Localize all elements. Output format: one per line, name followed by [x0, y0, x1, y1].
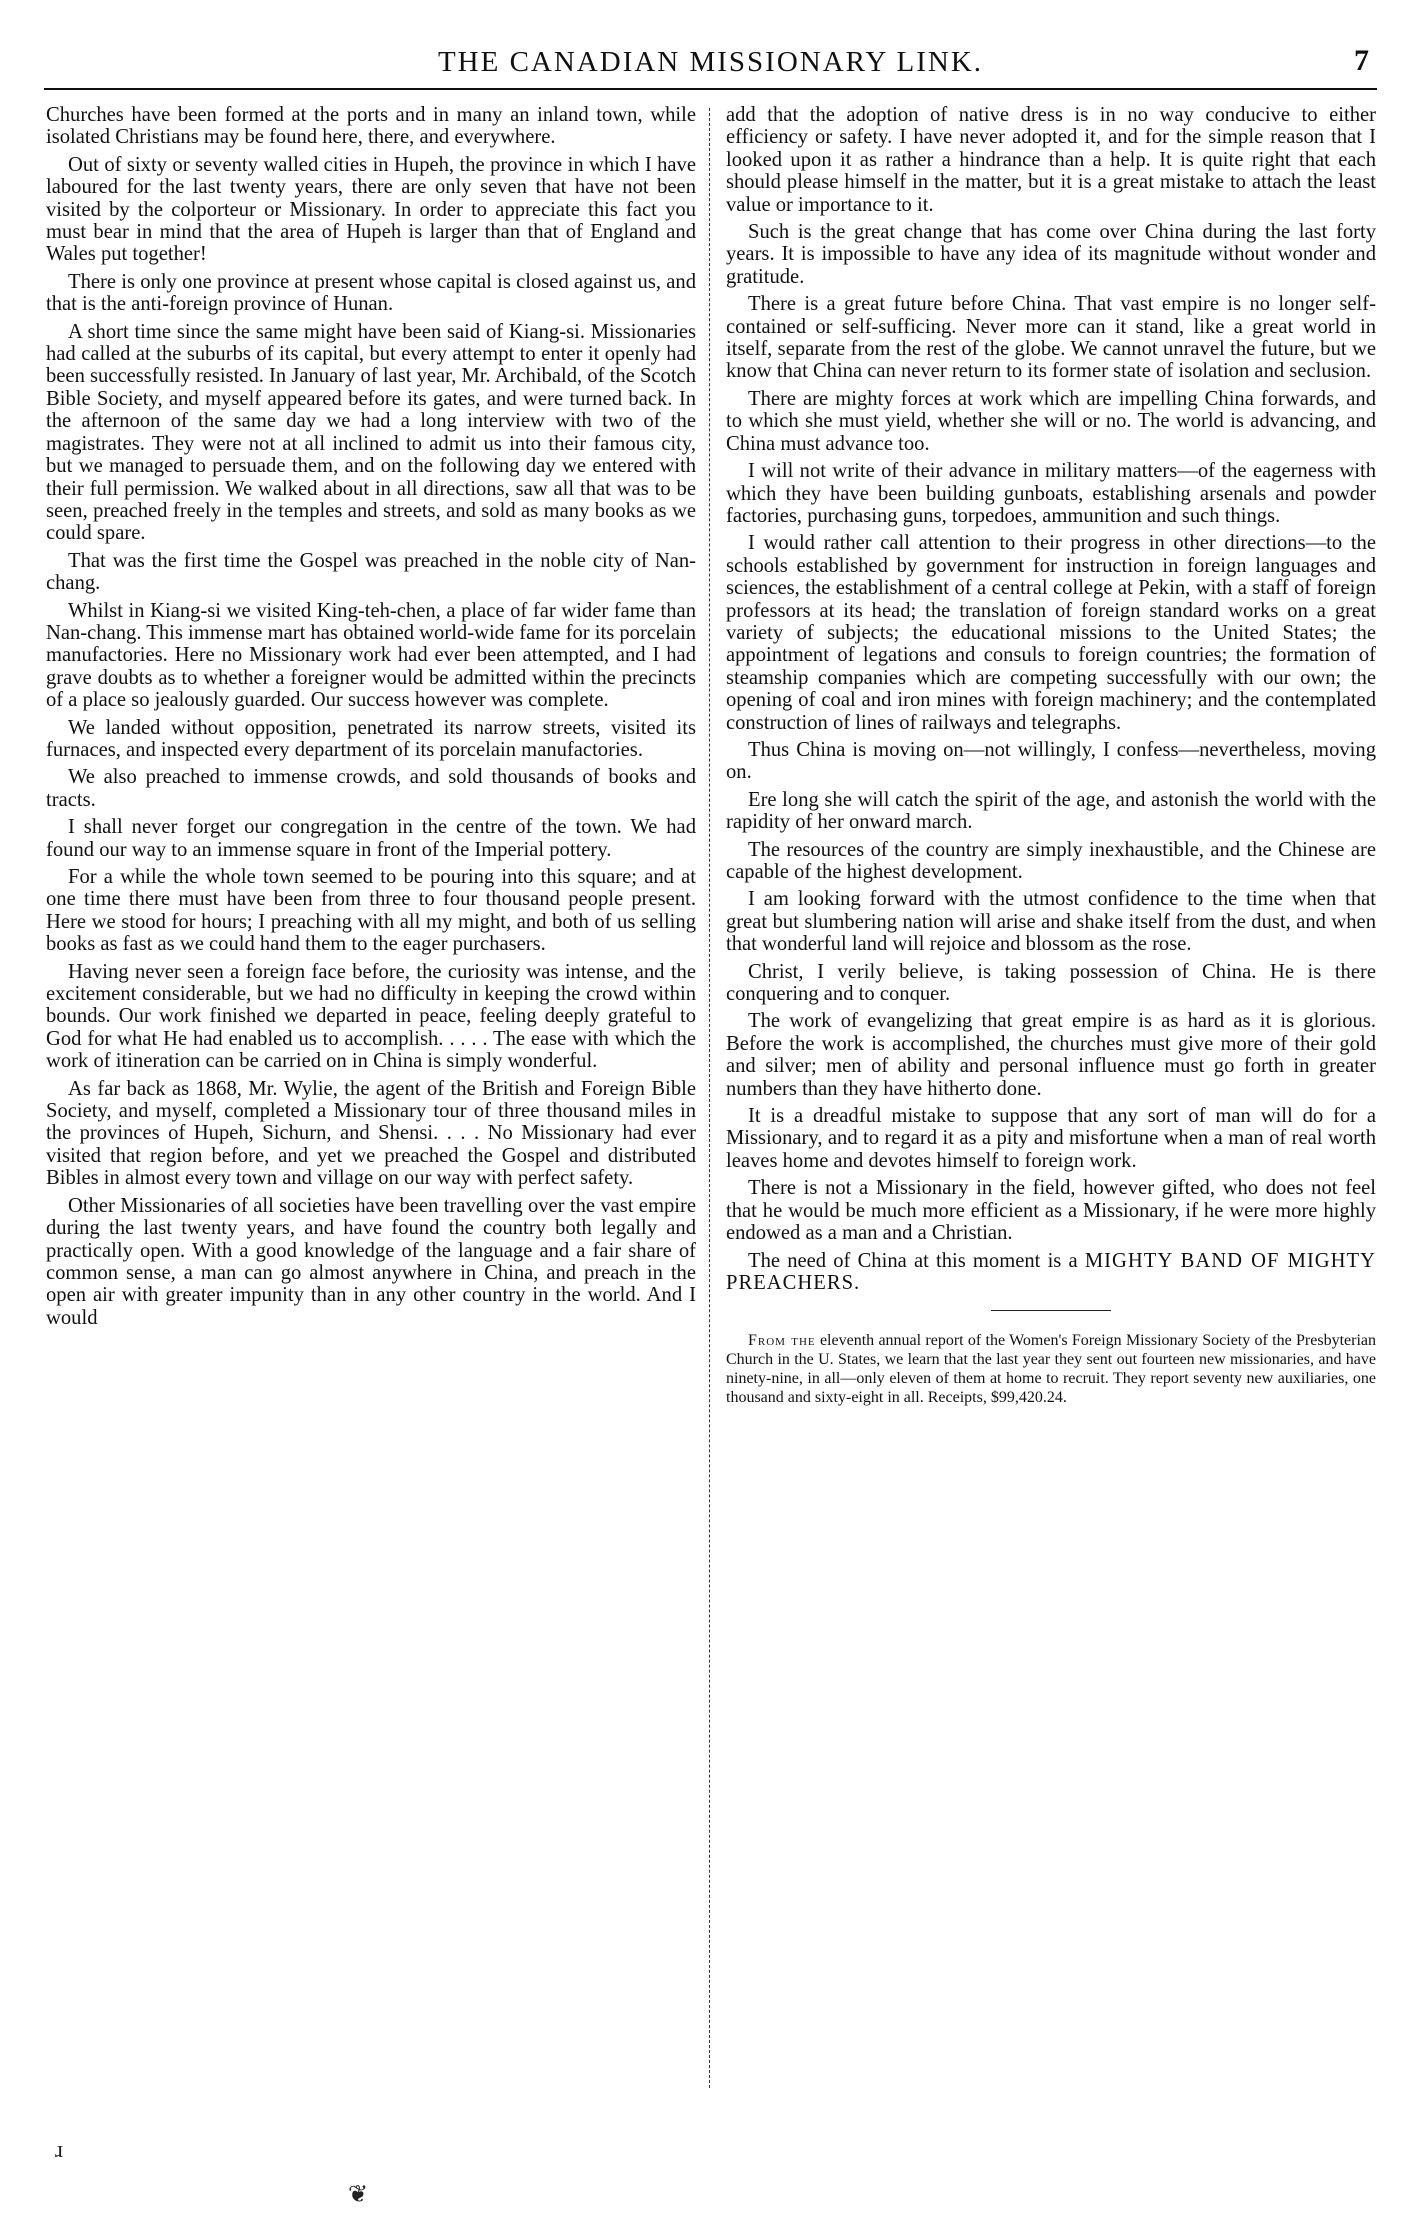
article-body [46, 104, 1376, 2124]
paragraph: There is not a Missionary in the field, however gifted, who does not feel that he would be much more efficient as a Missionary, if he were more highly endowed as a man and a Christian. [726, 1177, 1376, 1245]
page-number: 7 [1354, 44, 1369, 77]
paragraph: As far back as 1868, Mr. Wylie, the agent of the British and Foreign Bible Society, and myself, completed a Missionary tour of three thousand miles in the provinces of Hupeh, Sichurn, and Shensi. . . . No Missionary had ever visited that region before, and yet we preached the Gospel and distributed Bibles in almost every town and village on our way with perfect safety. [46, 1077, 696, 1190]
paragraph: Churches have been formed at the ports and in many an inland town, while isolated Christians may be found here, there, and everywhere. [46, 104, 696, 149]
page-header [44, 40, 1377, 90]
paragraph: A short time since the same might have been said of Kiang-si. Missionaries had called at the suburbs of its capital, but every attempt to enter it openly had been successfully resisted. In January of last year, Mr. Archibald, of the Scotch Bible Society, and myself appeared before its gates, and were turned back. In the afternoon of the same day we had a long interview with two of the magistrates. They were not at all inclined to admit us into their famous city, but we managed to persuade them, and on the following day we entered with their full permission. We walked about in all directions, saw all that was to be seen, preached freely in the temples and streets, and sold as many books as we could spare. [46, 320, 696, 545]
closing-emphasis: MIGHTY BAND OF MIGHTY PREACHERS. [726, 1249, 1376, 1294]
closing-text: The need of China at this moment is a [748, 1249, 1078, 1272]
paragraph: I shall never forget our congregation in the centre of the town. We had found our way to an immense square in front of the Imperial pottery. [46, 816, 696, 861]
paragraph: That was the first time the Gospel was preached in the noble city of Nan-chang. [46, 549, 696, 595]
margin-mark: ɹ [55, 2137, 63, 2163]
paragraph: It is a dreadful mistake to suppose that any sort of man will do for a Missionary, and to regard it as a pity and misfortune when a man of real worth leaves home and devotes himself to foreign work. [726, 1105, 1376, 1172]
paragraph: For a while the whole town seemed to be pouring into this square; and at one time there must have been from three to four thousand people present. Here we stood for hours; I preaching with all my might, and both of us selling books as fast as we could hand them to the eager purchasers. [46, 866, 696, 956]
paragraph: Having never seen a foreign face before, the curiosity was intense, and the excitement considerable, but we had no difficulty in keeping the crowd within bounds. Our work finished we departed in peace, feeling deeply grateful to God for what He had enabled us to accomplish. . . . . The ease with which the work of itineration can be carried on in China is simply wonderful. [46, 960, 696, 1073]
paragraph: The work of evangelizing that great empire is as hard as it is glorious. Before the work is accomplished, the churches must give more of their gold and silver; men of ability and personal influence must go forth in greater numbers than they have hitherto done. [726, 1010, 1376, 1100]
paragraph: I will not write of their advance in military matters—of the eagerness with which they have been building gunboats, establishing arsenals and powder factories, purchasing guns, torpedoes, ammunition and such things. [726, 460, 1376, 527]
right-column [726, 104, 1376, 2124]
paragraph: Ere long she will catch the spirit of the age, and astonish the world with the rapidity of her onward march. [726, 788, 1376, 834]
printers-ornament: ❦ [348, 2182, 369, 2208]
news-note [726, 1331, 1376, 1407]
left-column [46, 104, 696, 2124]
running-title: THE CANADIAN MISSIONARY LINK. [437, 46, 984, 78]
paragraph: add that the adoption of native dress is in no way conducive to either efficiency or safety. I have never adopted it, and for the simple reason that I looked upon it as rather a hindrance than a help. It is quite right that each should please himself in the matter, but it is a great mistake to attach the least value or importance to it. [726, 104, 1376, 216]
paragraph: Such is the great change that has come over China during the last forty years. It is impossible to have any idea of its magnitude without wonder and gratitude. [726, 221, 1376, 288]
paragraph: I am looking forward with the utmost confidence to the time when that great but slumbering nation will arise and shake itself from the dust, and when that wonderful land will rejoice and blossom as the rose. [726, 888, 1376, 956]
paragraph: We also preached to immense crowds, and sold thousands of books and tracts. [46, 766, 696, 811]
paragraph: Christ, I verily believe, is taking possession of China. He is there conquering and to conquer. [726, 960, 1376, 1006]
column-rule [709, 108, 710, 2088]
note-text: eleventh annual report of the Women's Foreign Missionary Society of the Presbyterian Church in the U. States, we learn that the last year they sent out fourteen new missionaries, and have ninety-nine, in all—only eleven of them at home to recruit. They report seventy new auxiliaries, one thousand and sixty-eight in all. Receipts, $99,420.24. [726, 1332, 1376, 1407]
paragraph: Out of sixty or seventy walled cities in Hupeh, the province in which I have laboured for the last twenty years, there are only seven that have not been visited by the colporteur or Missionary. In order to appreciate this fact you must bear in mind that the area of Hupeh is larger than that of England and Wales put together! [46, 153, 696, 266]
paragraph: There is a great future before China. That vast empire is no longer self-contained or self-sufficing. Never more can it stand, like a great world in itself, separate from the rest of the globe. We cannot unravel the future, but we know that China can never return to its former state of isolation and seclusion. [726, 293, 1376, 383]
paragraph: I would rather call attention to their progress in other directions—to the schools established by government for instruction in foreign languages and sciences, the establishment of a central college at Pekin, with a staff of foreign professors at its head; the translation of foreign standard works on a great variety of subjects; the educational missions to the United States; the appointment of legations and consuls to foreign countries; the formation of steamship companies which are competing successfully with our own; the opening of coal and iron mines with foreign machinery; and the contemplated construction of lines of railways and telegraphs. [726, 532, 1376, 734]
paragraph: We landed without opposition, penetrated its narrow streets, visited its furnaces, and inspected every department of its porcelain manufactories. [46, 716, 696, 761]
closing-paragraph [726, 1250, 1376, 1295]
paragraph: Other Missionaries of all societies have been travelling over the vast empire during the last twenty years, and have found the country both legally and practically open. With a good knowledge of the language and a fair share of common sense, a man can go almost anywhere in China, and preach in the open air with greater impunity than in any other country in the world. And I would [46, 1194, 696, 1329]
paragraph: There are mighty forces at work which are impelling China forwards, and to which she must yield, whether she will or no. The world is advancing, and China must advance too. [726, 387, 1376, 455]
paragraph: There is only one province at present whose capital is closed against us, and that is the anti-foreign province of Hunan. [46, 270, 696, 316]
note-lead: From the [748, 1332, 816, 1350]
paragraph: Whilst in Kiang-si we visited King-teh-chen, a place of far wider fame than Nan-chang. This immense mart has obtained world-wide fame for its porcelain manufactories. Here no Missionary work had ever been attempted, and I had grave doubts as to whether a foreigner would be admitted within the precincts of a place so jealously guarded. Our success however was complete. [46, 599, 696, 712]
paragraph: The resources of the country are simply inexhaustible, and the Chinese are capable of the highest development. [726, 838, 1376, 883]
section-divider [991, 1310, 1111, 1311]
paragraph: Thus China is moving on—not willingly, I confess—nevertheless, moving on. [726, 738, 1376, 784]
